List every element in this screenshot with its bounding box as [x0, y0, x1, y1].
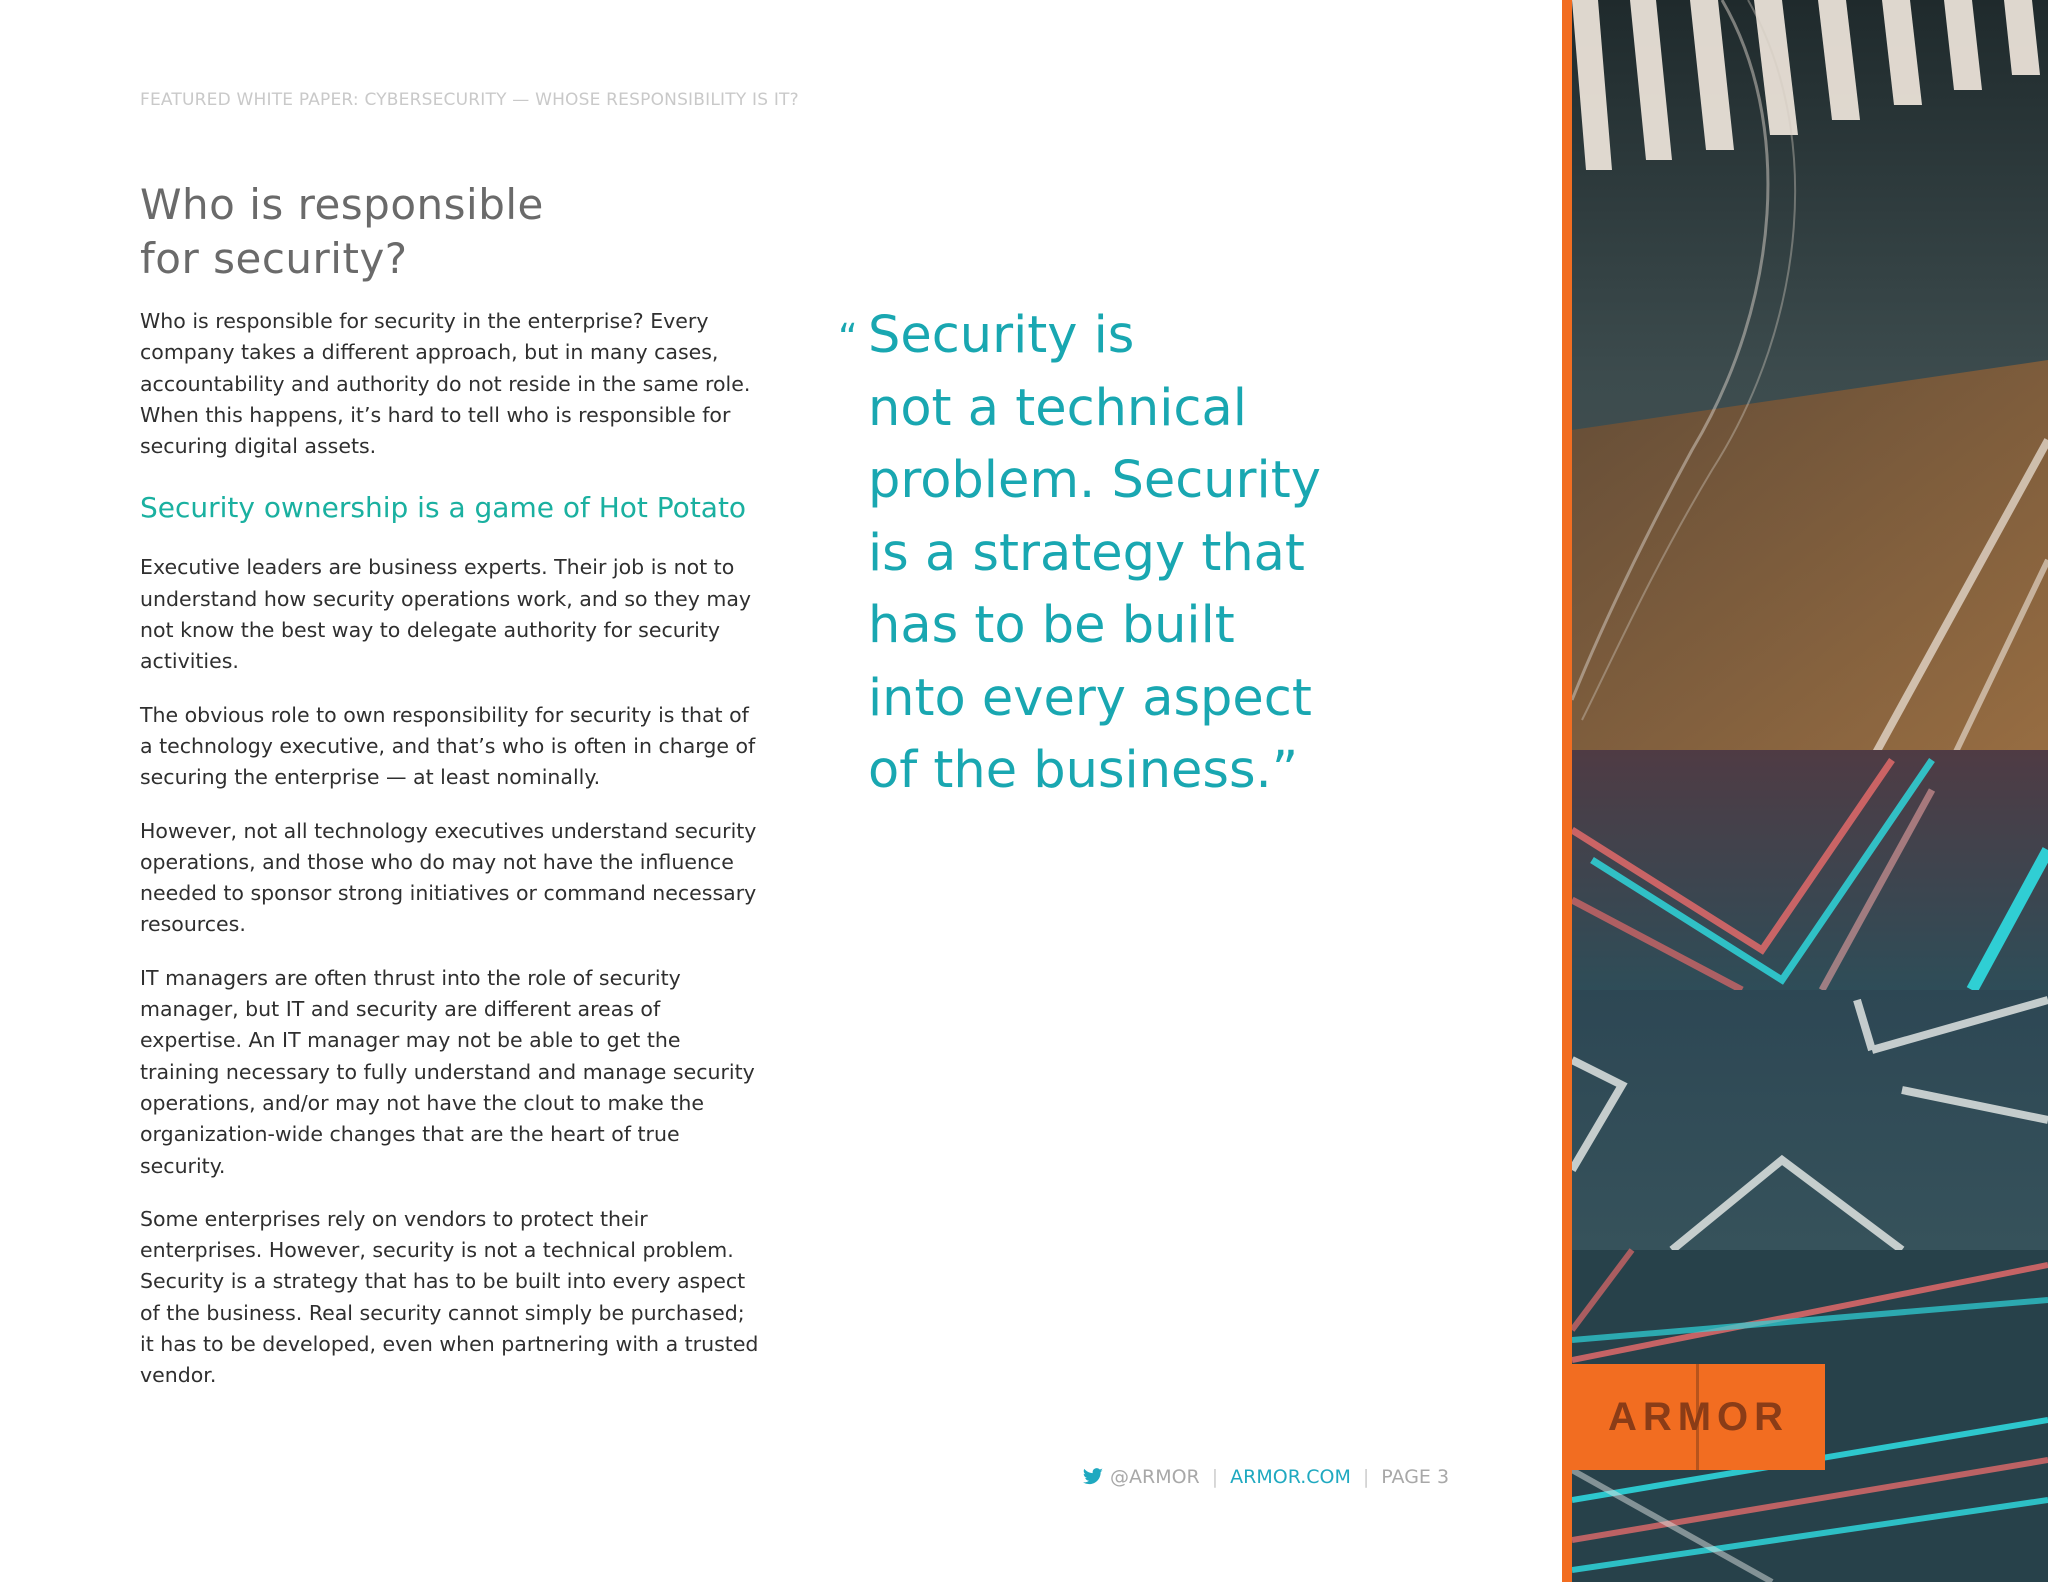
page-number: PAGE 3 [1381, 1466, 1450, 1488]
decorative-photo [1572, 0, 2048, 1582]
pull-quote [838, 300, 1398, 808]
pull-quote-line: has to be built [868, 596, 1235, 655]
body-paragraph: However, not all technology executives understand security operations, and those who do may not have the influence needed to sponsor strong initiatives or command necessary resources. [140, 818, 757, 937]
footer-separator: | [1362, 1466, 1370, 1488]
pull-quote-line: is a strategy that [868, 523, 1305, 583]
logo-text: ARMOR [1607, 1395, 1790, 1439]
intro-paragraph: Who is responsible for security in the enterprise? Every company takes a different approach, but in many cases, accountability and authority do not reside in the same role. When this happens, it’s hard to tell who is responsible for securing digital assets. [140, 309, 751, 459]
twitter-bird-icon[interactable] [1082, 1468, 1104, 1486]
running-header: FEATURED WHITE PAPER: CYBERSECURITY — WHOSE RESPONSIBILITY IS IT? [140, 90, 799, 110]
pull-quote-text [838, 300, 1398, 808]
body-paragraph: Some enterprises rely on vendors to protect their enterprises. However, security is not a technical problem. Security is a strategy that has to be built into every aspect of the business. Real security cannot simply be purchased; it has to be developed, even when partnering with a trusted vendor. [140, 1206, 759, 1388]
abstract-road-image [1572, 0, 2048, 1582]
subheading: Security ownership is a game of Hot Potato [140, 491, 747, 525]
quote-mark-icon: “ [838, 316, 858, 360]
body-paragraph: IT managers are often thrust into the role of security manager, but IT and security are different areas of expertise. An IT manager may not be able to get the training necessary to fully understand and manage security operations, and/or may not have the clout to make the organization-wide changes that are the heart of true security. [140, 965, 755, 1178]
page-title-line-1: Who is responsible [140, 180, 544, 229]
footer-separator: | [1211, 1466, 1219, 1488]
page-title-line-2: for security? [140, 234, 408, 283]
pull-quote-line: of the business.” [868, 741, 1299, 800]
body-paragraph: Executive leaders are business experts. Their job is not to understand how security operations work, and so they may not know the best way to delegate authority for security activities. [140, 555, 752, 674]
armor-logo [1572, 1364, 1825, 1470]
pull-quote-line: Security is [868, 306, 1135, 365]
website-link[interactable]: ARMOR.COM [1230, 1466, 1351, 1488]
page-title [140, 178, 544, 286]
page-footer [1082, 1466, 1449, 1488]
body-paragraph: The obvious role to own responsibility for security is that of a technology executive, and that’s who is often in charge of securing the enterprise — at least nominally. [140, 702, 756, 790]
body-column [140, 306, 760, 1414]
twitter-handle-link[interactable]: @ARMOR [1110, 1466, 1200, 1488]
pull-quote-line: problem. Security [868, 451, 1321, 510]
pull-quote-line: not a technical [868, 378, 1247, 438]
accent-bar [1562, 0, 1572, 1582]
pull-quote-line: into every aspect [868, 668, 1312, 728]
